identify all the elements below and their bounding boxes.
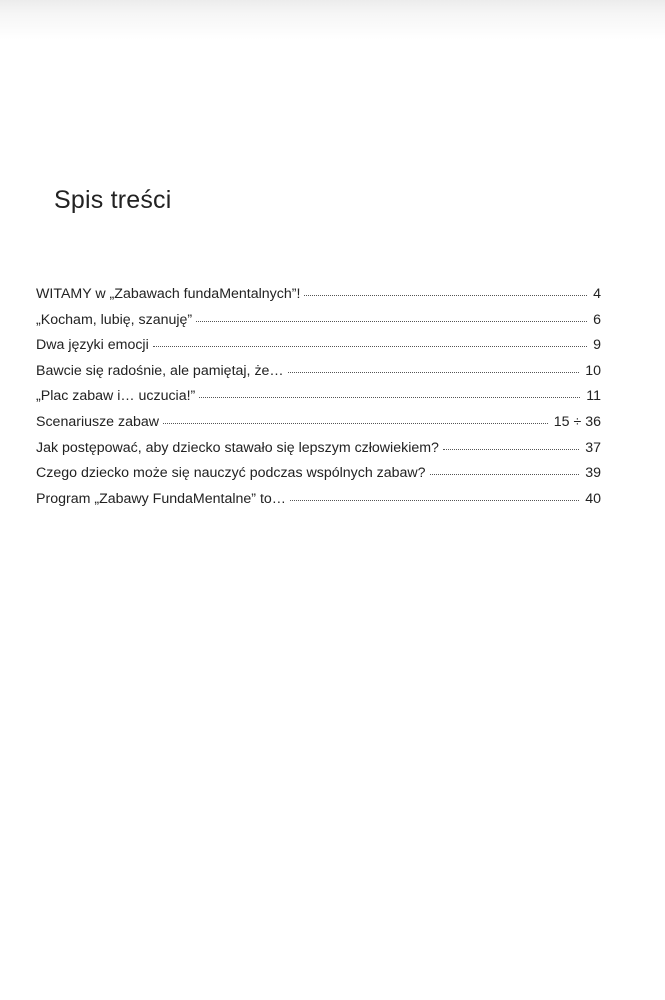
dot-leader xyxy=(199,397,580,398)
dot-leader xyxy=(304,295,587,296)
toc-entry-title: „Kocham, lubię, szanuję” xyxy=(36,311,193,328)
toc-entry-page: 39 xyxy=(585,465,601,482)
toc-entry-title: Program „Zabawy FundaMentalne” to… xyxy=(36,490,286,507)
toc-entry-page: 4 xyxy=(593,286,601,302)
toc-entry-page: 10 xyxy=(585,362,601,379)
toc-entry-page: 37 xyxy=(585,439,601,456)
dot-leader xyxy=(288,372,580,373)
toc-entry-title: Jak postępować, aby dziecko stawało się lepszym człowiekiem? xyxy=(36,439,439,456)
toc-entry[interactable] xyxy=(36,412,601,438)
toc-entry-page: 6 xyxy=(593,311,601,328)
toc-entry-title: WITAMY w „Zabawach fundaMentalnych”! xyxy=(36,286,301,302)
toc-entry[interactable] xyxy=(36,335,601,361)
dot-leader xyxy=(430,474,580,475)
toc-entry[interactable] xyxy=(36,463,601,489)
toc-entry[interactable] xyxy=(36,284,601,310)
scan-edge-shadow xyxy=(0,0,665,40)
toc-entry-page: 9 xyxy=(593,337,601,354)
toc-entry-page: 11 xyxy=(586,388,601,405)
toc-entry-page: 15 ÷ 36 xyxy=(553,413,601,430)
dot-leader xyxy=(153,346,587,347)
dot-leader xyxy=(290,500,579,501)
toc-entry-title: Dwa języki emocji xyxy=(36,337,149,354)
toc-entry[interactable] xyxy=(36,361,601,387)
toc-entry[interactable] xyxy=(36,310,601,336)
toc-entry[interactable] xyxy=(36,386,601,412)
toc-entry[interactable] xyxy=(36,489,601,515)
toc-entry-title: Scenariusze zabaw xyxy=(36,413,160,430)
toc-entry-title: Bawcie się radośnie, ale pamiętaj, że… xyxy=(36,362,284,379)
toc-entry-page: 40 xyxy=(585,490,601,507)
toc-entry-title: „Plac zabaw i… uczucia!” xyxy=(36,388,196,405)
dot-leader xyxy=(163,423,548,424)
table-of-contents xyxy=(36,284,601,514)
dot-leader xyxy=(443,449,579,450)
page-title: Spis treści xyxy=(54,186,172,214)
dot-leader xyxy=(196,321,587,322)
toc-entry[interactable] xyxy=(36,438,601,464)
toc-entry-title: Czego dziecko może się nauczyć podczas wspólnych zabaw? xyxy=(36,465,426,482)
